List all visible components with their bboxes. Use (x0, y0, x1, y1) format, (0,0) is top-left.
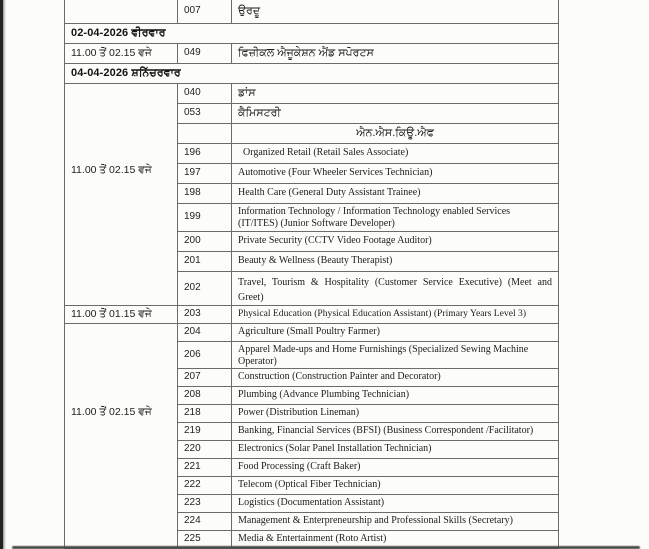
subject-name-cell (232, 271, 559, 305)
time-slot-cell: 11.00 ਤੋਂ 02.15 ਵਜੇ (65, 43, 178, 63)
subject-name-cell (232, 203, 559, 231)
subject-code-cell: 220 (178, 440, 232, 458)
subject-name-cell: ਫਿਜ਼ੀਕਲ ਐਜੂਕੇਸ਼ਨ ਐਂਡ ਸਪੋਰਟਸ (232, 43, 559, 63)
subject-name-cell: Organized Retail (Retail Sales Associate) (232, 143, 559, 163)
subject-code-cell: 007 (178, 0, 232, 23)
time-slot-cell: 11.00 ਤੋਂ 01.15 ਵਜੇ (65, 305, 178, 323)
subject-code-cell: 200 (178, 231, 232, 251)
subject-code-cell (178, 123, 232, 143)
timetable-row (65, 305, 559, 323)
date-header-row (65, 63, 559, 83)
subject-line: Travel, Tourism & Hospitality (Customer Service Executive) (Meet and (238, 276, 552, 288)
timetable-row (65, 83, 559, 103)
exam-timetable-body (65, 0, 559, 548)
subject-line: (IT/ITES) (Junior Software Developer) (238, 217, 395, 229)
subject-name-cell: Electronics (Solar Panel Installation Technician) (232, 440, 559, 458)
subject-name-cell: Physical Education (Physical Education Assistant) (Primary Years Level 3) (232, 305, 559, 323)
subject-name-cell: ਉਰਦੂ (232, 0, 559, 23)
scan-edge-soft-artifact (3, 0, 6, 549)
subject-name-cell: ਡਾਂਸ (232, 83, 559, 103)
subject-name-cell: ਕੈਮਿਸਟਰੀ (232, 103, 559, 123)
subject-code-cell: 202 (178, 271, 232, 305)
subject-name-cell: Plumbing (Advance Plumbing Technician) (232, 386, 559, 404)
subject-line: Greet) (238, 291, 264, 303)
subject-code-cell: 196 (178, 143, 232, 163)
exam-timetable (64, 0, 559, 549)
subject-name-cell: ਐਨ.ਐਸ.ਕਿਊ.ਐਫ (232, 123, 559, 143)
timetable-row (65, 0, 559, 23)
time-slot-cell: 11.00 ਤੋਂ 02.15 ਵਜੇ (65, 83, 178, 305)
subject-name-cell: Power (Distribution Lineman) (232, 404, 559, 422)
subject-code-cell: 225 (178, 530, 232, 548)
subject-code-cell: 224 (178, 512, 232, 530)
subject-name-cell: Agriculture (Small Poultry Farmer) (232, 323, 559, 341)
date-header-row (65, 23, 559, 43)
subject-name-cell (232, 341, 559, 368)
subject-code-cell: 208 (178, 386, 232, 404)
subject-code-cell: 218 (178, 404, 232, 422)
subject-code-cell: 198 (178, 183, 232, 203)
subject-code-cell: 049 (178, 43, 232, 63)
subject-code-cell: 223 (178, 494, 232, 512)
date-header-label: 04-04-2026 ਸ਼ਨਿੱਚਰਵਾਰ (65, 63, 559, 83)
subject-code-cell: 221 (178, 458, 232, 476)
timetable-row (65, 323, 559, 341)
subject-code-cell: 219 (178, 422, 232, 440)
date-header-label: 02-04-2026 ਵੀਰਵਾਰ (65, 23, 559, 43)
subject-name-cell: Private Security (CCTV Video Footage Auditor) (232, 231, 559, 251)
subject-name-cell: Food Processing (Craft Baker) (232, 458, 559, 476)
subject-line: Operator) (238, 355, 277, 367)
subject-code-cell: 201 (178, 251, 232, 271)
subject-name-cell: Automotive (Four Wheeler Services Technician) (232, 163, 559, 183)
time-slot-cell: 11.00 ਤੋਂ 02.15 ਵਜੇ (65, 323, 178, 548)
subject-code-cell: 207 (178, 368, 232, 386)
subject-name-cell: Media & Entertainment (Roto Artist) (232, 530, 559, 548)
subject-code-cell: 197 (178, 163, 232, 183)
subject-code-cell: 204 (178, 323, 232, 341)
timetable-row (65, 43, 559, 63)
subject-name-cell: Banking, Financial Services (BFSI) (Business Correspondent /Facilitator) (232, 422, 559, 440)
subject-name-cell: Beauty & Wellness (Beauty Therapist) (232, 251, 559, 271)
subject-name-cell: Telecom (Optical Fiber Technician) (232, 476, 559, 494)
time-slot-cell (65, 0, 178, 23)
subject-code-cell: 203 (178, 305, 232, 323)
subject-line: Information Technology / Information Technology enabled Services (238, 205, 511, 217)
subject-name-cell: Management & Enterpreneurship and Professional Skills (Secretary) (232, 512, 559, 530)
subject-line: Apparel Made-ups and Home Furnishings (Specialized Sewing Machine (238, 343, 529, 355)
subject-name-cell: Construction (Construction Painter and Decorator) (232, 368, 559, 386)
subject-code-cell: 040 (178, 83, 232, 103)
subject-code-cell: 199 (178, 203, 232, 231)
subject-name-cell: Logistics (Documentation Assistant) (232, 494, 559, 512)
subject-name-cell: Health Care (General Duty Assistant Trainee) (232, 183, 559, 203)
subject-code-cell: 222 (178, 476, 232, 494)
subject-code-cell: 053 (178, 103, 232, 123)
subject-code-cell: 206 (178, 341, 232, 368)
